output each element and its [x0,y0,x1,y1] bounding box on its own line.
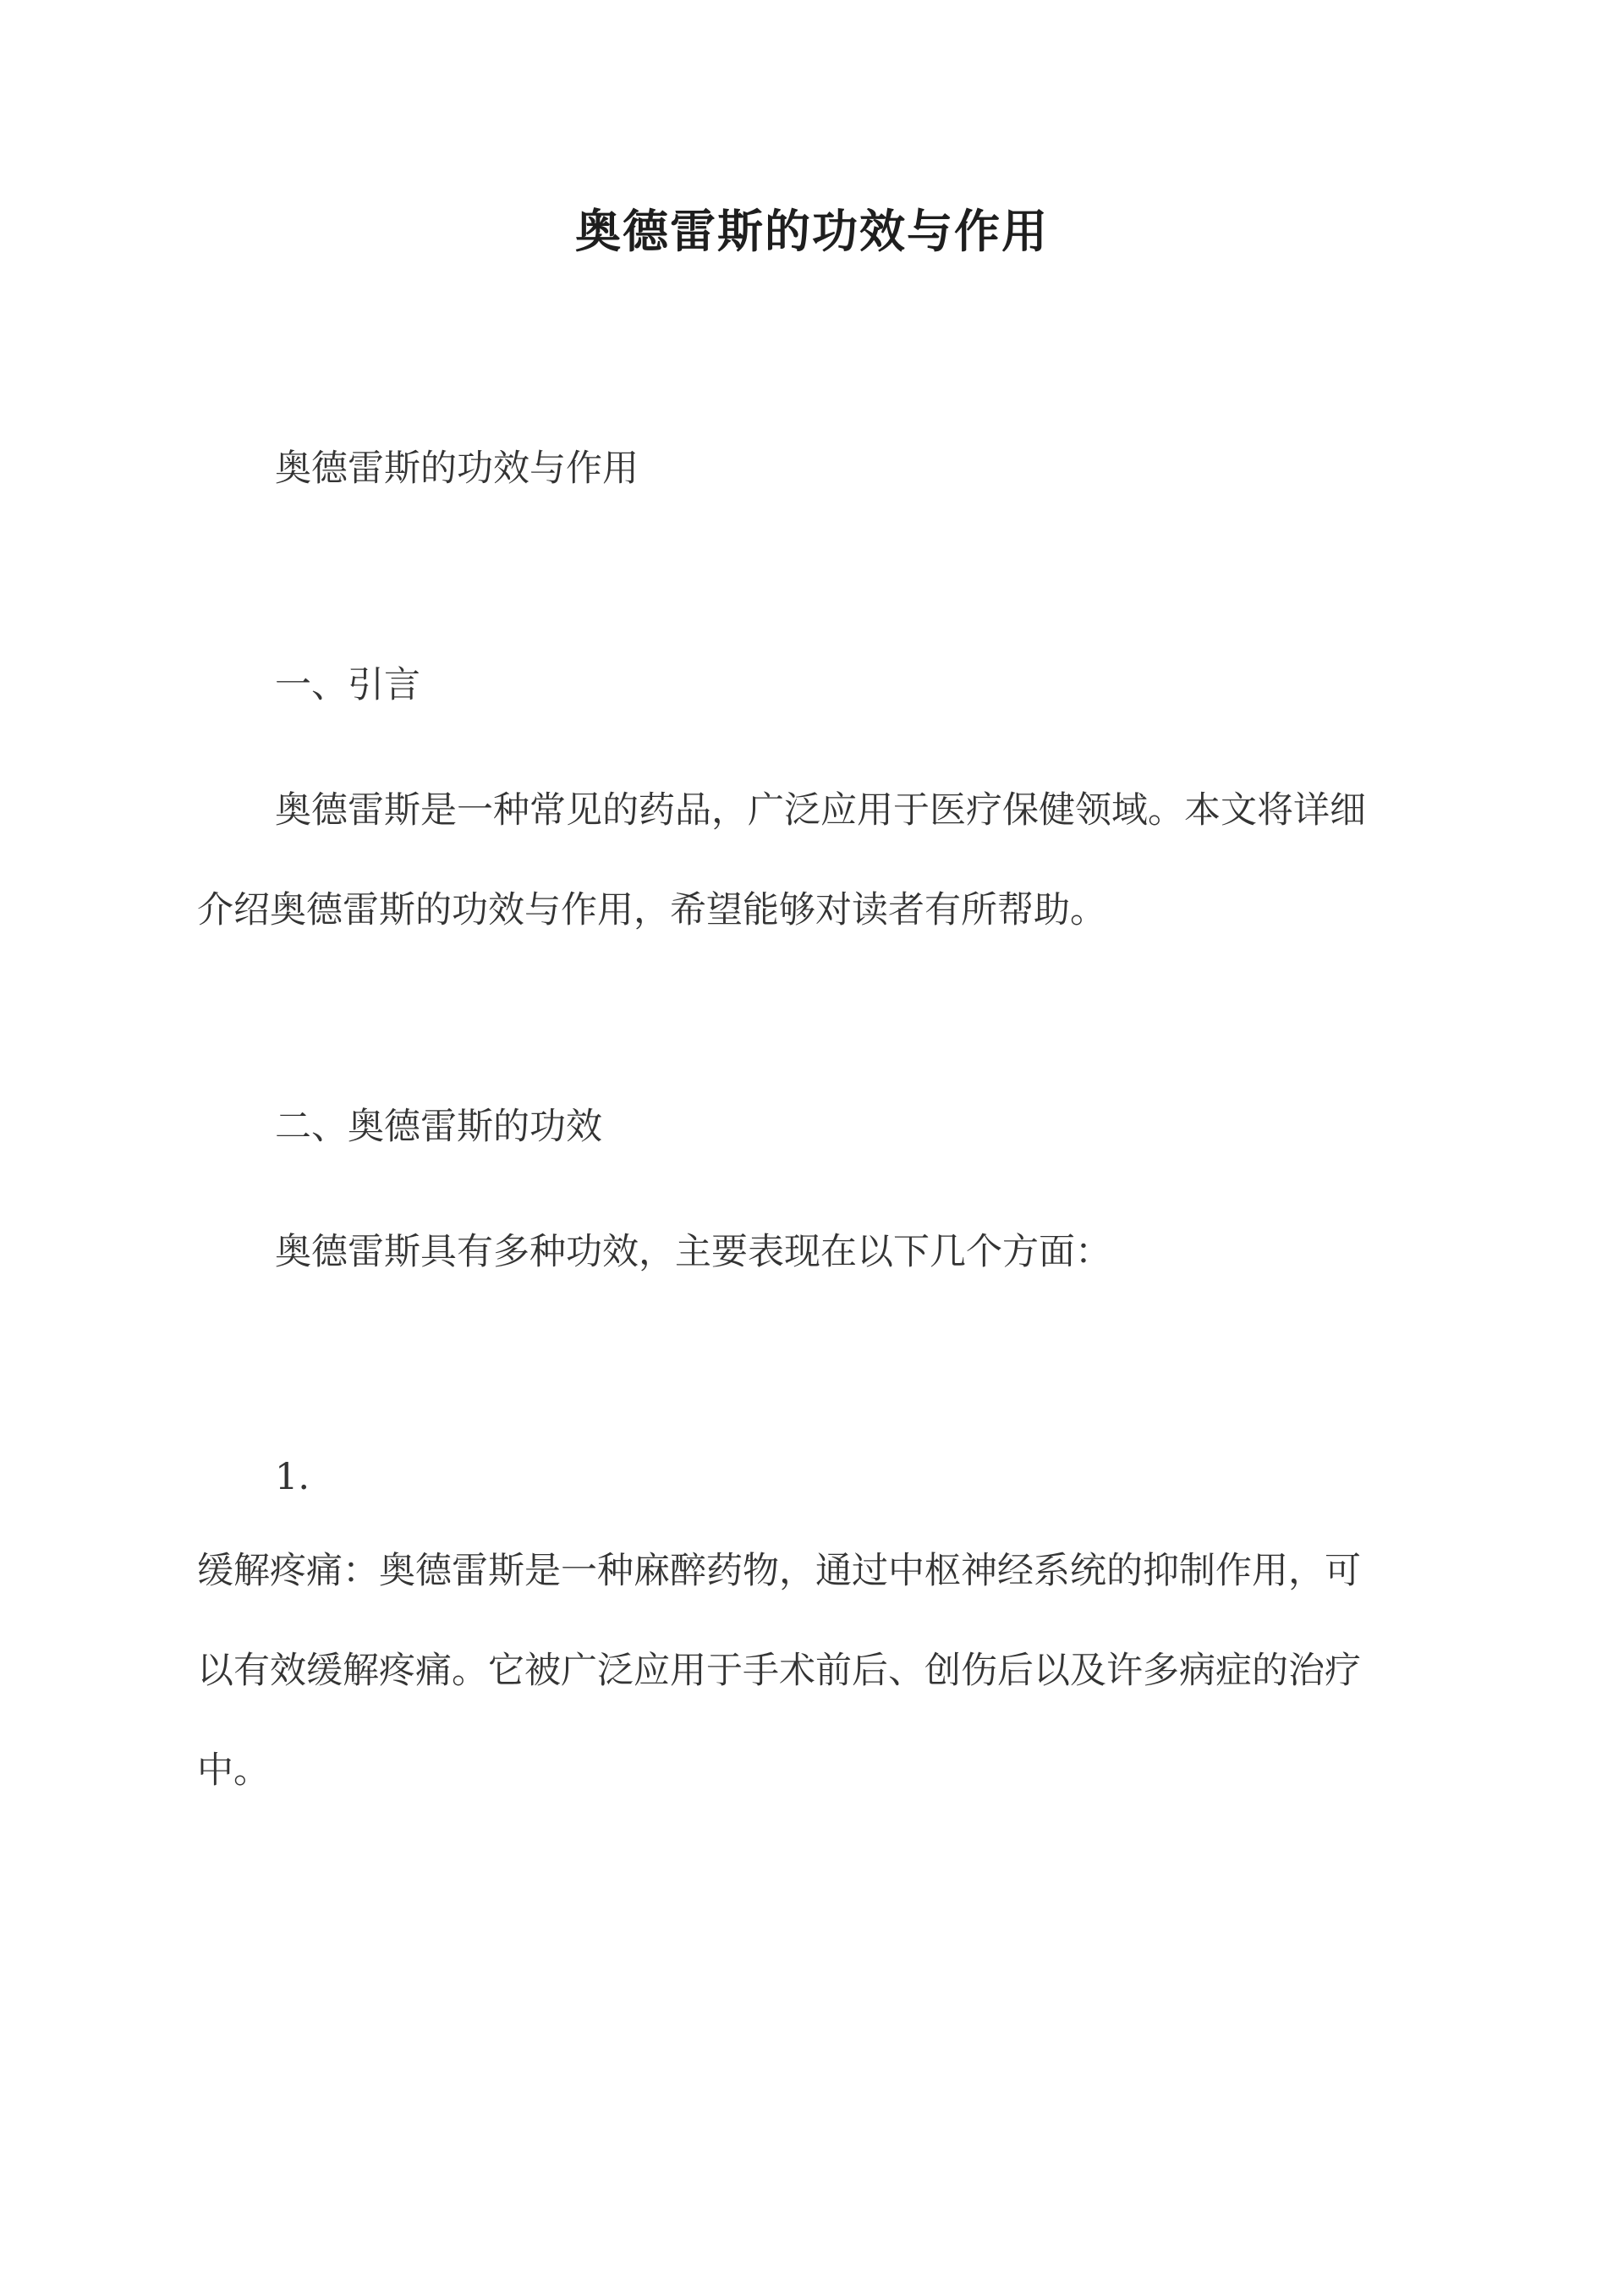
introduction-paragraph [197,761,1432,960]
section-heading-introduction [197,635,1432,735]
subtitle-text: 奥德雷斯的功效与作用 [275,448,639,490]
section-heading-text: 二、奥德雷斯的功效 [275,1106,602,1148]
paragraph-line: 奥德雷斯具有多种功效，主要表现在以下几个方面： [275,1231,1111,1273]
effects-intro-paragraph [197,1202,1432,1302]
document-title: 奥德雷斯的功效与作用 [575,204,1049,258]
list-number-text: 1. [275,1456,310,1498]
document-subtitle [197,419,1432,519]
paragraph-line: 介绍奥德雷斯的功效与作用，希望能够对读者有所帮助。 [197,889,1106,931]
list-item-pain-relief [197,1521,1432,1821]
list-item-number [197,1427,1432,1527]
paragraph-line: 缓解疼痛：奥德雷斯是一种麻醉药物，通过中枢神经系统的抑制作用，可 [197,1550,1361,1592]
paragraph-line: 中。 [197,1749,270,1792]
paragraph-line: 奥德雷斯是一种常见的药品，广泛应用于医疗保健领域。本文将详细 [275,789,1366,832]
section-heading-text: 一、引言 [275,664,420,706]
section-heading-effects [197,1077,1432,1177]
paragraph-line: 以有效缓解疼痛。它被广泛应用于手术前后、创伤后以及许多病症的治疗 [197,1650,1361,1692]
